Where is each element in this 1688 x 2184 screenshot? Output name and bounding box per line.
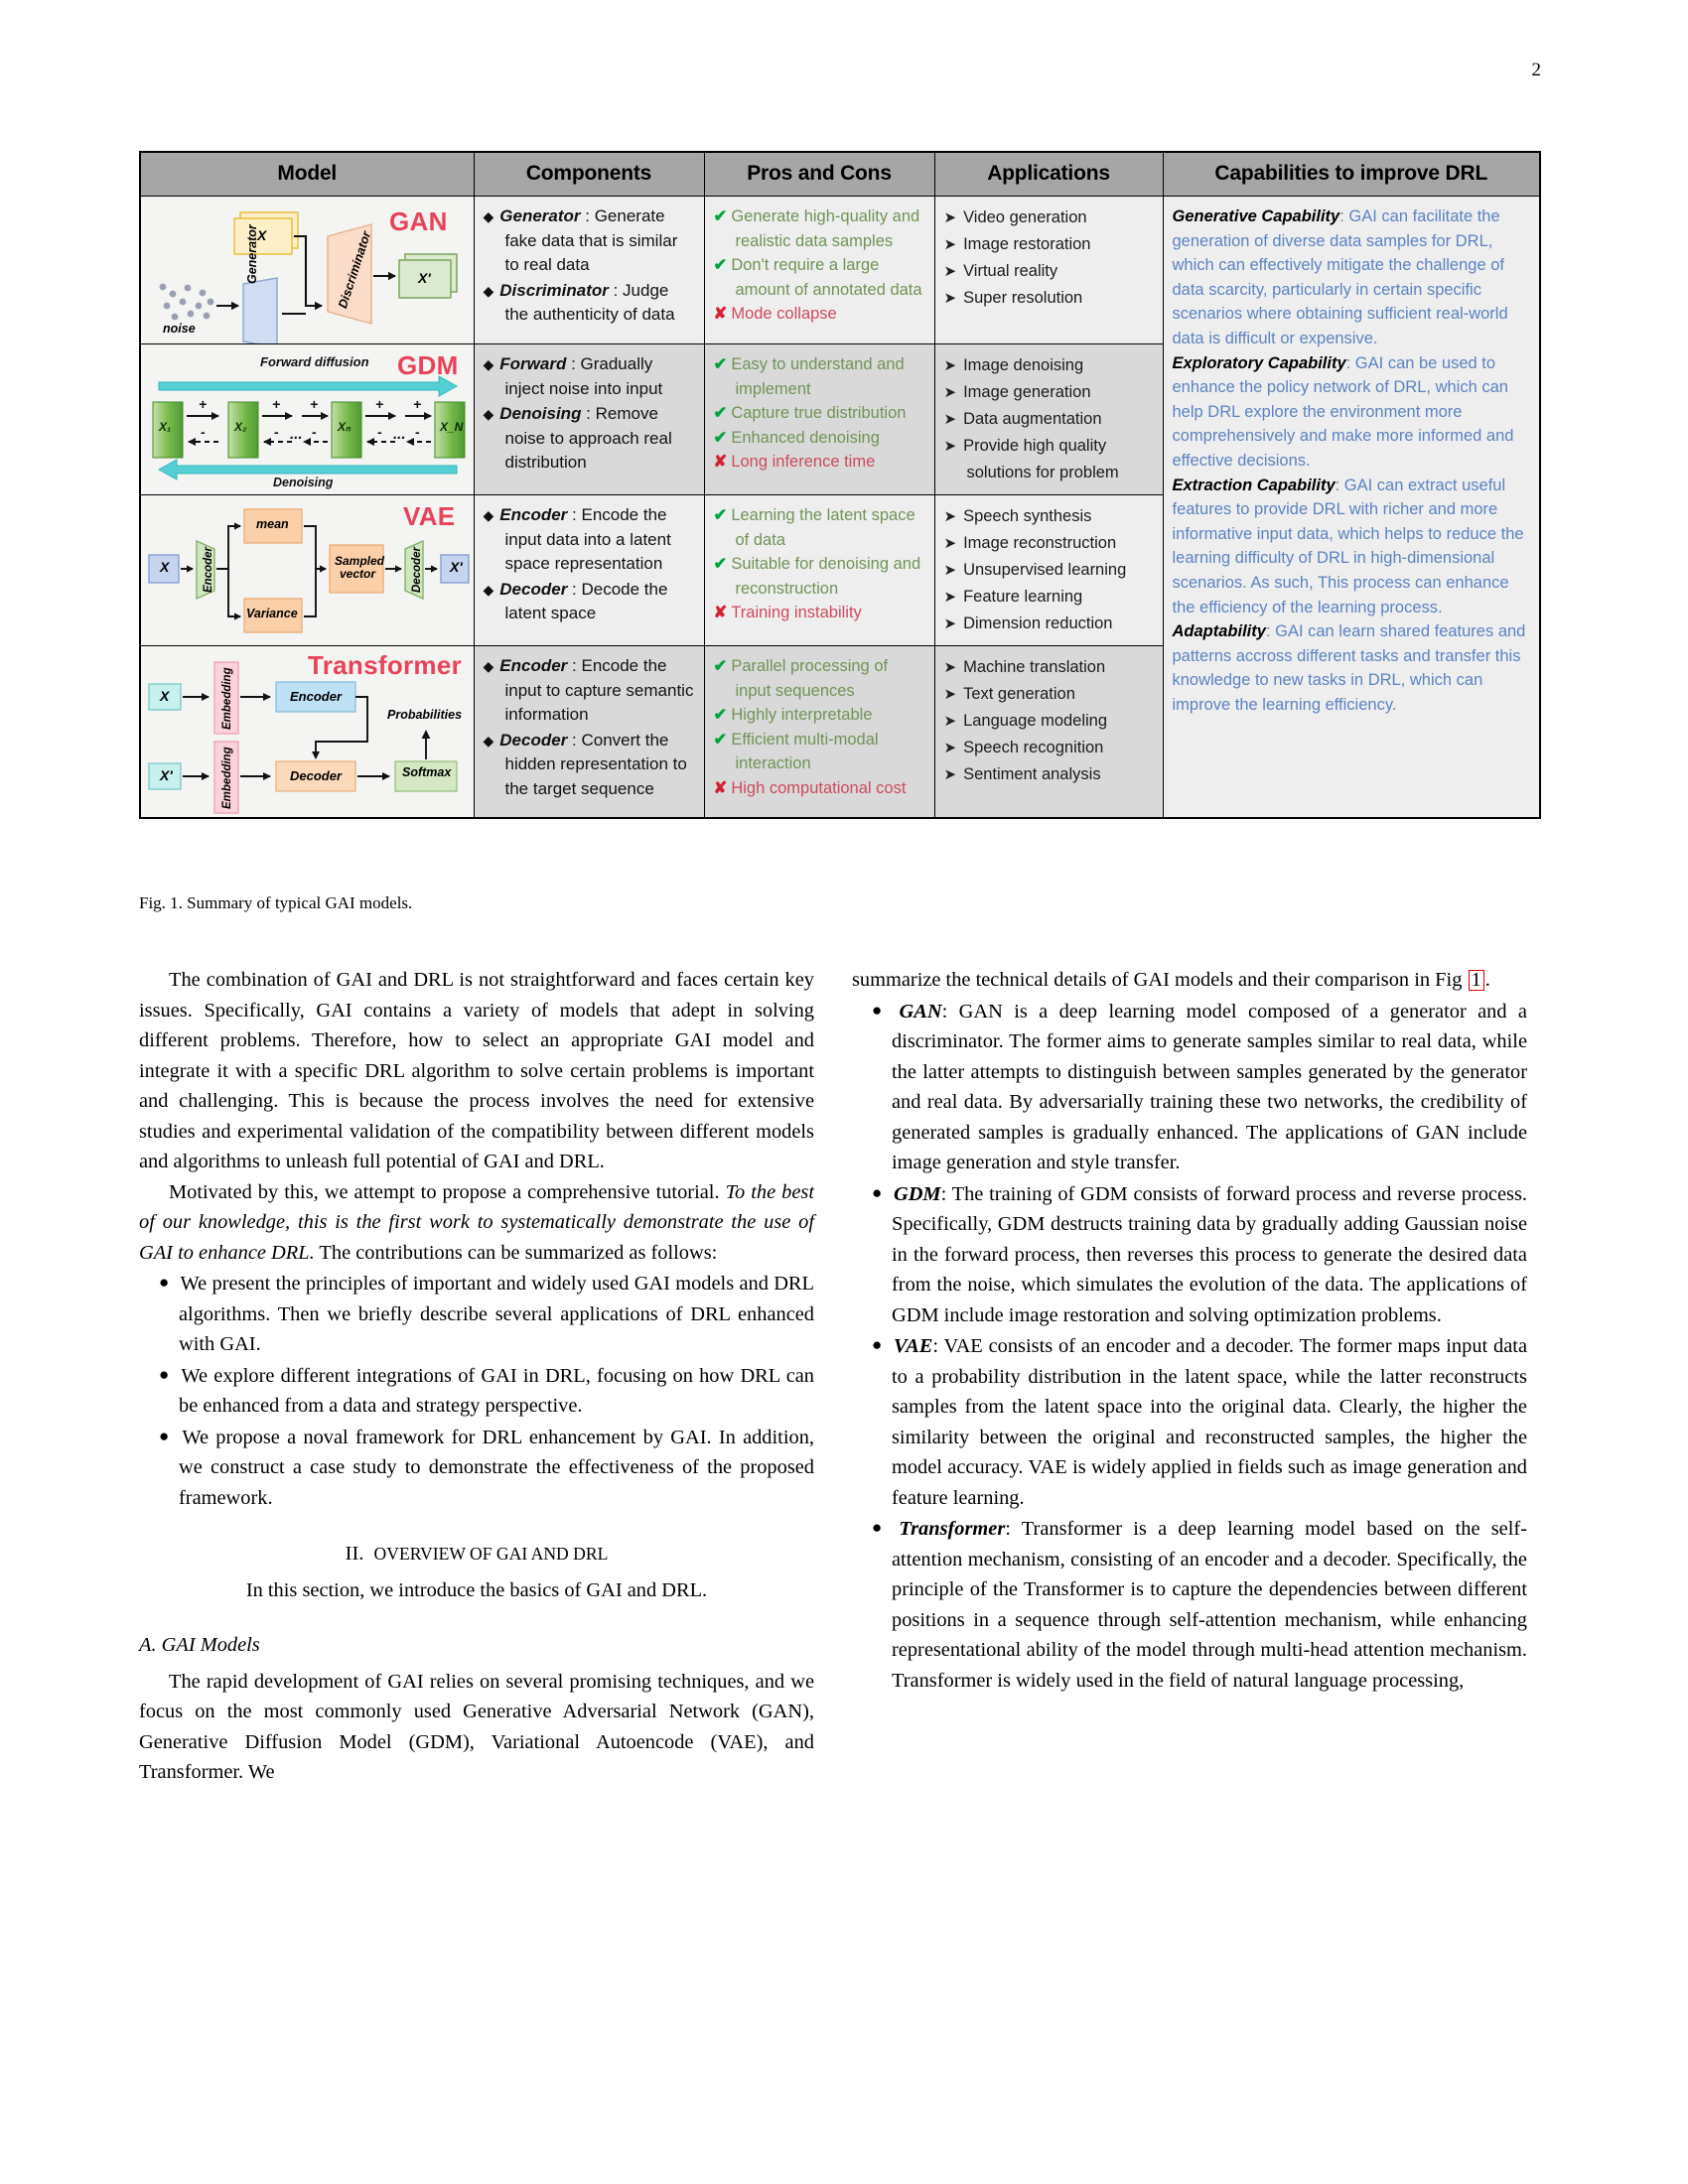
component-term: Encoder <box>499 656 568 675</box>
component-term: Decoder <box>499 579 568 599</box>
capability-text: : GAI can facilitate the generation of diverse data samples for DRL, which can effectively mitigate the challenge of data scarcity, particularly in certain specific scenarios where obtaining sufficient real-world data is difficult or expensive. <box>1172 207 1508 347</box>
list-item <box>944 352 1155 379</box>
application-text: Virtual reality <box>963 262 1058 280</box>
component-sep: : <box>567 505 582 524</box>
gan-node-x-prime: X' <box>418 270 431 286</box>
list-item <box>944 433 1155 486</box>
list-item <box>944 584 1155 611</box>
gan-node-generator: Generator <box>245 224 259 284</box>
motivated-tail: The contributions can be summarized as follows: <box>314 1241 718 1264</box>
capability-term: Adaptability <box>1172 622 1266 641</box>
diamond-icon: ◆ <box>483 507 494 523</box>
component-term: Discriminator <box>499 280 609 300</box>
gdm-minus-4: - <box>377 424 382 440</box>
gdm-plus-2: + <box>272 396 281 412</box>
list-item <box>944 379 1155 406</box>
model-description: : The training of GDM consists of forward process and reverse process. Specifically, GDM destructs training data by gradually adding Gaussian noise in the forward process, then reverses this process to generate the desired data from the noise, which simulates the evolution of the data. The applications of GDM include image restoration and solving optimization problems. <box>892 1182 1527 1326</box>
list-item <box>484 503 696 577</box>
bullet-icon: ● <box>159 1364 171 1384</box>
list-item <box>714 401 926 426</box>
component-term: Decoder <box>499 730 568 750</box>
capability-term: Extraction Capability <box>1172 476 1336 494</box>
list-item <box>944 611 1155 637</box>
transformer-node-softmax: Softmax <box>402 765 452 779</box>
subsection-heading: A. GAI Models <box>139 1633 260 1656</box>
capability-text: : GAI can extract useful features to provide DRL with richer and more informative input data, which helps to reduce the learning difficulty of DRL in high-dimensional scenarios. As such, This process can enhance the efficiency of the learning process. <box>1172 476 1524 616</box>
application-text: Image denoising <box>963 356 1084 374</box>
list-item <box>139 1422 814 1514</box>
capability-paragraph <box>1173 351 1532 474</box>
list-item <box>484 279 696 328</box>
transformer-node-encoder: Encoder <box>290 689 343 704</box>
component-text: Remove noise to approach real distribution <box>504 404 672 472</box>
application-text: Video generation <box>963 208 1087 226</box>
gan-components-cell <box>474 197 704 344</box>
header-applications: Applications <box>934 152 1163 197</box>
list-item <box>852 996 1527 1178</box>
transformer-applications-cell <box>934 646 1163 819</box>
vae-components-list <box>484 503 696 626</box>
gdm-minus-2: - <box>274 424 279 440</box>
summarize-tail: . <box>1484 969 1490 991</box>
bullet-icon: ● <box>872 1182 883 1202</box>
vae-node-mean: mean <box>256 517 289 531</box>
list-item <box>484 205 696 278</box>
gdm-proscons-cell <box>704 344 934 495</box>
vae-components-cell <box>474 495 704 646</box>
summarize-lead: summarize the technical details of GAI models and their comparison in Fig <box>852 969 1468 991</box>
model-name-transformer: Transformer <box>308 650 463 680</box>
gdm-proscons-list <box>714 352 926 475</box>
component-text: Encode the input to capture semantic information <box>504 656 694 724</box>
list-item <box>944 285 1155 312</box>
list-item <box>852 1513 1527 1696</box>
list-item <box>484 578 696 626</box>
component-term: Encoder <box>499 505 568 524</box>
arrow-icon: ➤ <box>943 508 957 525</box>
gai-summary-table <box>139 151 1541 819</box>
model-term: GAN <box>899 1000 942 1023</box>
gdm-label-denoising: Denoising <box>273 476 334 489</box>
check-icon: ✔ <box>713 506 728 524</box>
list-item <box>944 681 1155 708</box>
list-item <box>944 503 1155 530</box>
component-sep: : <box>567 656 582 675</box>
model-description: : Transformer is a deep learning model based on the self-attention mechanism, consisting of an encoder and a decoder. Specifically, the principle of the Transformer is to capture the dependencies between different positions in a sequence through self-attention mechanism, while enhancing representational ability of the model through multi-head attention mechanism. Transformer is widely used in the field of natural language processing, <box>892 1518 1527 1692</box>
con-text: High computational cost <box>731 778 907 797</box>
header-capabilities: Capabilities to improve DRL <box>1163 152 1540 197</box>
list-item <box>944 231 1155 258</box>
vae-node-sampled-vector: Sampled vector <box>335 554 385 581</box>
application-text: Speech synthesis <box>963 507 1092 525</box>
list-item <box>852 1330 1527 1513</box>
list-item <box>944 654 1155 681</box>
pro-text: Efficient multi-modal interaction <box>731 730 879 772</box>
table-header-row <box>140 152 1540 197</box>
list-item <box>139 1268 814 1360</box>
table-row-gan <box>140 197 1540 344</box>
figure-1 <box>139 151 1539 819</box>
arrow-icon: ➤ <box>943 686 957 703</box>
component-text: Generate fake data that is similar to real data <box>504 206 678 274</box>
application-text: Provide high quality solutions for problem <box>963 437 1119 481</box>
diamond-icon: ◆ <box>483 732 494 749</box>
cross-icon: ✘ <box>713 778 728 797</box>
capability-term: Generative Capability <box>1172 207 1340 225</box>
component-text: Encode the input data into a latent space representation <box>504 505 671 573</box>
transformer-node-embedding-2: Embedding <box>221 747 233 809</box>
model-descriptions-list <box>852 996 1527 1697</box>
capability-term: Exploratory Capability <box>1172 353 1346 372</box>
component-term: Denoising <box>499 404 582 423</box>
gan-diagram <box>141 197 474 343</box>
transformer-node-decoder: Decoder <box>290 768 343 783</box>
motivated-italic: To the best of our knowledge, this is the first work to systematically demonstrate the use of GAI to enhance DRL. <box>139 1180 814 1264</box>
page-number: 2 <box>1531 60 1541 80</box>
section-numeral: II. <box>345 1543 364 1565</box>
list-item <box>484 729 696 802</box>
vae-applications-list <box>944 503 1155 637</box>
diamond-icon: ◆ <box>483 406 494 422</box>
application-text: Machine translation <box>963 658 1106 676</box>
section-intro: In this section, we introduce the basics of GAI and DRL. <box>245 1579 708 1601</box>
vae-node-decoder: Decoder <box>411 546 423 593</box>
list-item <box>484 654 696 728</box>
check-icon: ✔ <box>713 207 728 225</box>
application-text: Data augmentation <box>963 410 1102 428</box>
application-text: Super resolution <box>963 289 1083 307</box>
list-item <box>852 1178 1527 1331</box>
component-sep: : <box>580 206 595 225</box>
capability-paragraph <box>1173 619 1532 717</box>
pro-text: Generate high-quality and realistic data samples <box>731 207 920 250</box>
list-item <box>714 552 926 601</box>
list-item <box>714 728 926 776</box>
bullet-icon: ● <box>872 1335 884 1354</box>
vae-applications-cell <box>934 495 1163 646</box>
con-text: Long inference time <box>731 453 876 471</box>
gan-applications-cell <box>934 197 1163 344</box>
component-text: Gradually inject noise into input <box>504 354 663 398</box>
check-icon: ✔ <box>713 256 728 274</box>
application-text: Unsupervised learning <box>963 561 1127 579</box>
gdm-diagram-cell <box>140 344 474 495</box>
arrow-icon: ➤ <box>943 209 957 226</box>
arrow-icon: ➤ <box>943 438 957 455</box>
gdm-plus-3: + <box>310 396 319 412</box>
pro-text: Capture true distribution <box>731 404 907 422</box>
transformer-node-x: X <box>160 688 170 704</box>
gdm-minus-3: - <box>312 424 317 440</box>
list-item <box>714 503 926 552</box>
transformer-diagram <box>141 646 474 817</box>
list-item <box>714 302 926 327</box>
con-text: Mode collapse <box>731 305 837 323</box>
contribution-text: We present the principles of important and widely used GAI models and DRL algorithms. Then we briefly describe several applications of DRL enhanced with GAI. <box>179 1273 814 1355</box>
component-term: Generator <box>499 206 581 225</box>
model-term: VAE <box>894 1335 933 1357</box>
list-item <box>944 708 1155 735</box>
transformer-proscons-cell <box>704 646 934 819</box>
vae-proscons-cell <box>704 495 934 646</box>
pro-text: Highly interpretable <box>731 706 873 724</box>
list-item <box>484 402 696 476</box>
arrow-icon: ➤ <box>943 615 957 632</box>
body-left-column <box>139 965 814 1788</box>
transformer-components-list <box>484 654 696 801</box>
body-right-column <box>852 965 1527 1696</box>
pro-text: Easy to understand and implement <box>731 355 905 398</box>
gan-node-noise: noise <box>163 322 196 336</box>
gdm-node-xn: Xₙ <box>338 420 351 434</box>
pro-text: Enhanced denoising <box>731 428 880 447</box>
arrow-icon: ➤ <box>943 236 957 253</box>
list-item <box>714 253 926 302</box>
check-icon: ✔ <box>713 730 728 749</box>
capability-paragraph <box>1173 205 1532 351</box>
bullet-icon: ● <box>159 1273 170 1292</box>
component-sep: : <box>567 579 582 599</box>
diamond-icon: ◆ <box>483 208 494 224</box>
list-item <box>139 1360 814 1422</box>
capability-paragraph <box>1173 474 1532 620</box>
list-item <box>714 654 926 703</box>
component-term: Forward <box>499 354 567 373</box>
arrow-icon: ➤ <box>943 411 957 428</box>
gdm-label-forward-diffusion: Forward diffusion <box>260 354 369 369</box>
cross-icon: ✘ <box>713 604 728 621</box>
arrow-icon: ➤ <box>943 589 957 606</box>
con-text: Training instability <box>731 604 862 621</box>
model-term: GDM <box>893 1182 941 1205</box>
paragraph-summarize <box>852 965 1527 996</box>
paragraph-motivated <box>139 1177 814 1269</box>
gan-applications-list <box>944 205 1155 312</box>
cross-icon: ✘ <box>713 305 728 323</box>
pro-text: Suitable for denoising and reconstruction <box>731 555 921 598</box>
bullet-icon: ● <box>872 1518 889 1537</box>
gdm-node-xN: X_N <box>440 420 464 434</box>
application-text: Language modeling <box>963 712 1108 730</box>
arrow-icon: ➤ <box>943 766 957 783</box>
list-item <box>944 205 1155 231</box>
arrow-icon: ➤ <box>943 740 957 756</box>
arrow-icon: ➤ <box>943 263 957 280</box>
gan-proscons-list <box>714 205 926 327</box>
application-text: Sentiment analysis <box>963 765 1101 783</box>
list-item <box>944 258 1155 285</box>
gdm-node-x2: X₂ <box>234 420 247 434</box>
transformer-proscons-list <box>714 654 926 800</box>
cross-icon: ✘ <box>713 453 728 471</box>
arrow-icon: ➤ <box>943 384 957 401</box>
transformer-node-embedding-1: Embedding <box>221 667 233 730</box>
section-title: OVERVIEW OF GAI AND DRL <box>373 1544 609 1564</box>
pro-text: Don't require a large amount of annotated data <box>731 256 922 299</box>
arrow-icon: ➤ <box>943 535 957 552</box>
model-term: Transformer <box>899 1518 1006 1540</box>
component-sep: : <box>566 354 581 373</box>
capabilities-text <box>1173 205 1532 717</box>
model-name-vae: VAE <box>403 501 456 531</box>
list-item <box>714 352 926 401</box>
contribution-text: We explore different integrations of GAI in DRL, focusing on how DRL can be enhanced from a data and strategy perspective. <box>179 1364 814 1417</box>
model-description: : GAN is a deep learning model composed of a generator and a discriminator. The former aims to generate samples similar to real data, while the latter attempts to distinguish between samples generated by the generator and real data. By adversarially training these two networks, the credibility of generated samples is gradually enhanced. The applications of GAN include image generation and style transfer. <box>892 1000 1527 1173</box>
pro-text: Parallel processing of input sequences <box>731 657 889 700</box>
transformer-node-x-prime: X' <box>160 767 173 783</box>
capability-text: : GAI can be used to enhance the policy network of DRL, which can help DRL explore the environment more comprehensively and make more informed and effective decisions. <box>1172 353 1514 470</box>
list-item <box>714 205 926 253</box>
gdm-ellipsis-2: ... <box>393 426 406 443</box>
list-item <box>714 703 926 728</box>
gdm-node-x1: X₁ <box>159 420 172 434</box>
paragraph-combination: The combination of GAI and DRL is not straightforward and faces certain key issues. Specifically, GAI contains a variety of models that adept in solving different problems. Therefore, how to select an appropriate GAI model and integrate it with a specific DRL algorithm to solve certain problems is important and challenging. This is because the process involves the need for extensive studies and experimental validation of the compatibility between different models and algorithms to unleash full potential of GAI and DRL. <box>139 969 814 1172</box>
model-name-gan: GAN <box>389 206 448 236</box>
contribution-text: We propose a noval framework for DRL enhancement by GAI. In addition, we construct a case study to demonstrate the effectiveness of the proposed framework. <box>179 1426 814 1509</box>
vae-node-encoder: Encoder <box>203 546 214 593</box>
vae-node-variance: Variance <box>246 607 298 620</box>
arrow-icon: ➤ <box>943 290 957 307</box>
application-text: Dimension reduction <box>963 614 1113 632</box>
motivated-lead: Motivated by this, we attempt to propose a comprehensive tutorial. <box>169 1180 726 1203</box>
vae-diagram <box>141 495 474 645</box>
transformer-diagram-cell <box>140 646 474 819</box>
gdm-applications-cell <box>934 344 1163 495</box>
header-pros-cons: Pros and Cons <box>704 152 934 197</box>
list-item <box>944 557 1155 584</box>
figure-caption: Fig. 1. Summary of typical GAI models. <box>139 893 413 912</box>
component-sep: : <box>608 280 624 300</box>
application-text: Image reconstruction <box>963 534 1117 552</box>
arrow-icon: ➤ <box>943 713 957 730</box>
vae-proscons-list <box>714 503 926 625</box>
list-item <box>714 601 926 625</box>
list-item <box>714 450 926 475</box>
list-item <box>944 735 1155 761</box>
gan-components-list <box>484 205 696 328</box>
bullet-icon: ● <box>872 1000 889 1020</box>
model-name-gdm: GDM <box>397 350 459 380</box>
gan-diagram-cell <box>140 197 474 344</box>
list-item <box>714 776 926 801</box>
vae-node-x: X <box>160 559 170 575</box>
component-sep: : <box>567 730 582 750</box>
gdm-plus-1: + <box>199 396 208 412</box>
list-item <box>714 426 926 451</box>
transformer-applications-list <box>944 654 1155 788</box>
arrow-icon: ➤ <box>943 562 957 579</box>
list-item <box>944 761 1155 788</box>
gdm-ellipsis-1: ... <box>290 426 303 443</box>
application-text: Image generation <box>963 383 1091 401</box>
check-icon: ✔ <box>713 555 728 573</box>
bullet-icon: ● <box>159 1426 172 1445</box>
diamond-icon: ◆ <box>483 282 494 299</box>
gdm-plus-4: + <box>375 396 384 412</box>
list-item <box>944 406 1155 433</box>
component-text: Judge the authenticity of data <box>504 280 675 324</box>
component-text: Decode the latent space <box>504 579 668 622</box>
component-sep: : <box>581 404 596 423</box>
application-text: Speech recognition <box>963 739 1104 756</box>
application-text: Image restoration <box>963 235 1091 253</box>
arrow-icon: ➤ <box>943 357 957 374</box>
check-icon: ✔ <box>713 657 728 675</box>
application-text: Feature learning <box>963 588 1083 606</box>
gdm-minus-5: - <box>415 424 420 440</box>
gan-proscons-cell <box>704 197 934 344</box>
arrow-icon: ➤ <box>943 659 957 676</box>
transformer-node-probabilities: Probabilities <box>387 708 463 722</box>
check-icon: ✔ <box>713 428 728 447</box>
gan-node-discriminator: Discriminator <box>336 229 374 311</box>
diamond-icon: ◆ <box>483 658 494 674</box>
gdm-minus-1: - <box>201 424 206 440</box>
gdm-diagram <box>141 344 474 494</box>
capabilities-cell <box>1163 197 1540 819</box>
header-components: Components <box>474 152 704 197</box>
header-model: Model <box>140 152 474 197</box>
gdm-applications-list <box>944 352 1155 486</box>
gdm-plus-5: + <box>413 396 422 412</box>
diamond-icon: ◆ <box>483 581 494 598</box>
capability-text: : GAI can learn shared features and patterns accross different tasks and transfer this knowledge to new tasks in DRL, which can improve the learning efficiency. <box>1172 622 1526 714</box>
list-item <box>944 530 1155 557</box>
check-icon: ✔ <box>713 404 728 422</box>
vae-diagram-cell <box>140 495 474 646</box>
figure-reference-link[interactable]: 1 <box>1469 970 1484 991</box>
gdm-components-cell <box>474 344 704 495</box>
paragraph-gai-models: The rapid development of GAI relies on several promising techniques, and we focus on the most commonly used Generative Adversarial Network (GAN), Generative Diffusion Model (GDM), Variational Autoencode (VAE), and Transformer. We <box>139 1670 814 1783</box>
transformer-components-cell <box>474 646 704 819</box>
model-description: : VAE consists of an encoder and a decoder. The former maps input data to a probability distribution in the latent space, while the latter reconstructs samples from the latent space into the original data. Clearly, the higher the similarity between the original and reconstructed samples, the higher the model accuracy. VAE is widely applied in fields such as image generation and feature learning. <box>892 1335 1527 1509</box>
contributions-list <box>139 1268 814 1513</box>
gdm-components-list <box>484 352 696 476</box>
list-item <box>484 352 696 401</box>
diamond-icon: ◆ <box>483 356 494 372</box>
component-text: Convert the hidden representation to the target sequence <box>504 730 687 798</box>
section-heading <box>139 1543 814 1566</box>
application-text: Text generation <box>963 685 1075 703</box>
check-icon: ✔ <box>713 706 728 724</box>
pro-text: Learning the latent space of data <box>731 506 915 549</box>
check-icon: ✔ <box>713 355 728 373</box>
gan-node-x: X <box>257 227 267 243</box>
vae-node-x-prime: X' <box>450 559 463 575</box>
